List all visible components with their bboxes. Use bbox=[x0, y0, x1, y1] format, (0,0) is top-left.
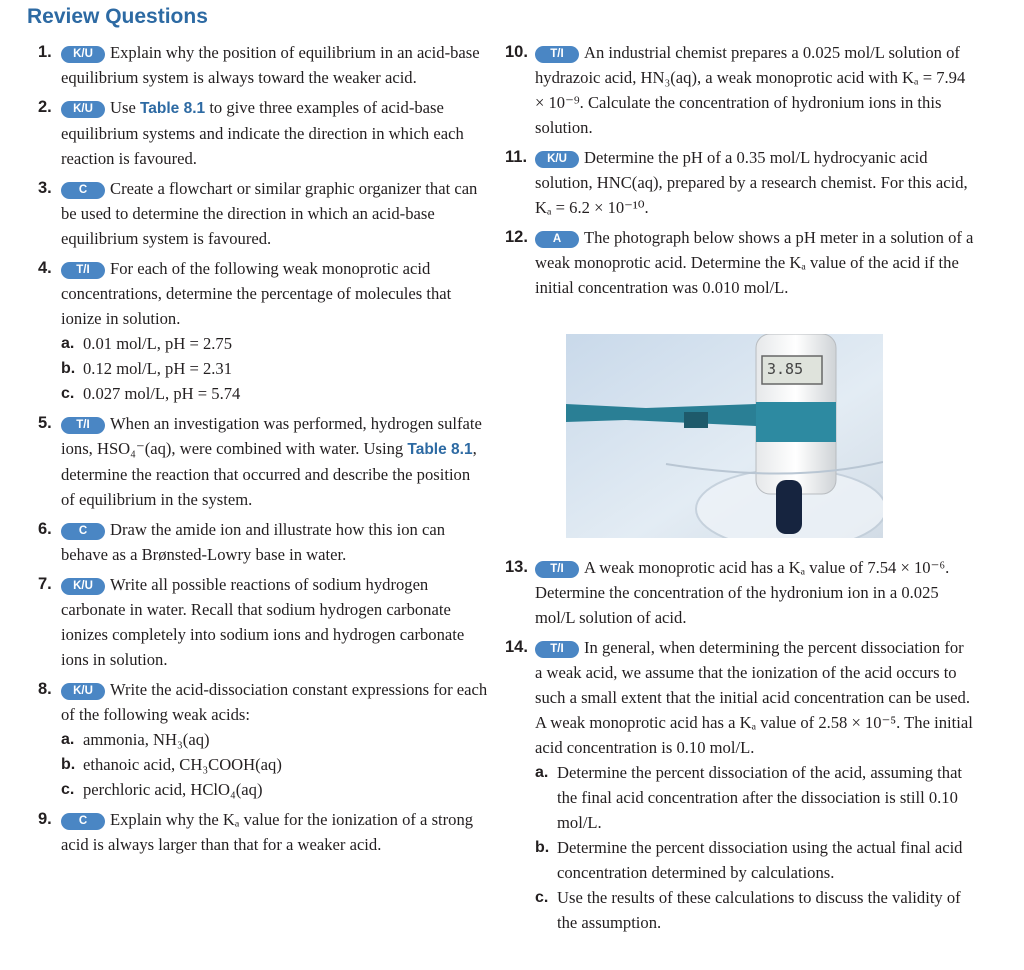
question-1 bbox=[38, 40, 488, 90]
question-number: 6. bbox=[38, 520, 52, 538]
sub-question bbox=[61, 331, 488, 356]
question-2 bbox=[38, 95, 488, 171]
right-column-top bbox=[505, 40, 975, 305]
question-8 bbox=[38, 677, 488, 802]
sub-question-text: Determine the percent dissociation using the actual final acid concentration determined by calculations. bbox=[557, 838, 963, 882]
question-number: 14. bbox=[505, 638, 528, 656]
question-text: In general, when determining the percent dissociation for a weak acid, we assume that the ionization of the acid occurs to such a small extent that the initial acid concentration can be used. A weak monoprotic acid has a Kₐ value of 2.58 × 10⁻⁵. The initial acid concentration is 0.10 mol/L. bbox=[535, 638, 973, 757]
question-number: 2. bbox=[38, 98, 52, 116]
meter-reading: 3.85 bbox=[767, 360, 804, 378]
sub-question-text: Use the results of these calculations to discuss the validity of the assumption. bbox=[557, 888, 961, 932]
category-badge: K/U bbox=[61, 101, 105, 118]
question-text: For each of the following weak monoprotic acid concentrations, determine the percentage of molecules that ionize in solution. bbox=[61, 259, 452, 328]
question-text: Explain why the position of equilibrium in an acid-base equilibrium system is always toward the weaker acid. bbox=[61, 43, 480, 87]
sub-question-text: 0.027 mol/L, pH = 5.74 bbox=[83, 384, 241, 403]
category-badge: A bbox=[535, 231, 579, 248]
question-text: An industrial chemist prepares a 0.025 mol/L solution of hydrazoic acid, HN₃(aq), a weak monoprotic acid with Kₐ = 7.94 × 10⁻⁹. Calculate the concentration of hydronium ions in this solution. bbox=[535, 43, 966, 137]
sub-question-text: ethanoic acid, CH₃COOH(aq) bbox=[83, 755, 282, 774]
question-number: 7. bbox=[38, 575, 52, 593]
table-reference-link[interactable]: Table 8.1 bbox=[407, 441, 473, 458]
table-reference-link[interactable]: Table 8.1 bbox=[139, 100, 206, 117]
sub-question-label: b. bbox=[61, 756, 76, 773]
question-5 bbox=[38, 411, 488, 512]
sub-question-label: a. bbox=[61, 335, 75, 352]
question-text: When an investigation was performed, hydrogen sulfate ions, HSO₄⁻(aq), were combined with water. Using bbox=[61, 414, 482, 458]
sub-question-label: b. bbox=[61, 360, 76, 377]
question-text: Write the acid-dissociation constant expressions for each of the following weak acids: bbox=[61, 680, 488, 724]
question-9 bbox=[38, 807, 488, 857]
category-badge: K/U bbox=[61, 46, 105, 63]
question-number: 4. bbox=[38, 259, 52, 277]
question-number: 5. bbox=[38, 414, 52, 432]
question-text: , determine the reaction that occurred and describe the position of equilibrium in the system. bbox=[61, 439, 477, 509]
sub-question bbox=[535, 760, 975, 835]
category-badge: T/I bbox=[535, 561, 579, 578]
sub-question-text: 0.01 mol/L, pH = 2.75 bbox=[83, 334, 233, 353]
question-10 bbox=[505, 40, 975, 140]
sub-question bbox=[61, 381, 488, 406]
question-12 bbox=[505, 225, 975, 300]
category-badge: T/I bbox=[535, 641, 579, 658]
sub-question bbox=[61, 356, 488, 381]
question-text: to give three examples of acid-base equilibrium systems and indicate the direction in which each reaction is favoured. bbox=[61, 98, 464, 168]
question-number: 9. bbox=[38, 810, 52, 828]
category-badge: T/I bbox=[61, 417, 105, 434]
category-badge: K/U bbox=[61, 683, 105, 700]
question-text: Write all possible reactions of sodium hydrogen carbonate in water. Recall that sodium hydrogen carbonate ionizes completely into sodium ions and hydrogen carbonate ions in solution. bbox=[61, 575, 465, 669]
question-text: Draw the amide ion and illustrate how this ion can behave as a Brønsted-Lowry base in water. bbox=[61, 520, 446, 564]
question-4 bbox=[38, 256, 488, 406]
question-11 bbox=[505, 145, 975, 220]
question-6 bbox=[38, 517, 488, 567]
question-text: Create a flowchart or similar graphic organizer that can be used to determine the direction in which an acid-base equilibrium system is favoured. bbox=[61, 179, 478, 248]
question-number: 10. bbox=[505, 43, 528, 61]
question-text: Use bbox=[110, 98, 136, 117]
sub-question-text: 0.12 mol/L, pH = 2.31 bbox=[83, 359, 233, 378]
question-3 bbox=[38, 176, 488, 251]
sub-question-text: Determine the percent dissociation of the acid, assuming that the final acid concentration after the dissociation is still 0.10 mol/L. bbox=[557, 763, 963, 832]
sub-question-label: a. bbox=[535, 764, 549, 781]
left-column bbox=[38, 40, 488, 862]
question-number: 12. bbox=[505, 228, 528, 246]
sub-question bbox=[535, 835, 975, 885]
sub-question-text: perchloric acid, HClO₄(aq) bbox=[83, 780, 263, 799]
sub-question bbox=[61, 727, 488, 752]
sub-question-label: a. bbox=[61, 731, 75, 748]
category-badge: T/I bbox=[535, 46, 579, 63]
sub-question-text: ammonia, NH₃(aq) bbox=[83, 730, 210, 749]
question-13 bbox=[505, 555, 975, 630]
question-number: 8. bbox=[38, 680, 52, 698]
question-number: 11. bbox=[505, 148, 528, 166]
category-badge: C bbox=[61, 523, 105, 540]
category-badge: C bbox=[61, 813, 105, 830]
category-badge: K/U bbox=[535, 151, 579, 168]
sub-question-label: c. bbox=[61, 385, 75, 402]
question-number: 3. bbox=[38, 179, 52, 197]
ph-meter-image bbox=[566, 334, 883, 538]
category-badge: T/I bbox=[61, 262, 105, 279]
question-number: 13. bbox=[505, 558, 528, 576]
question-text: Explain why the Kₐ value for the ionization of a strong acid is always larger than that for a weaker acid. bbox=[61, 810, 474, 854]
sub-question-label: c. bbox=[535, 889, 549, 906]
category-badge: C bbox=[61, 182, 105, 199]
question-number: 1. bbox=[38, 43, 52, 61]
category-badge: K/U bbox=[61, 578, 105, 595]
sub-question bbox=[535, 885, 975, 935]
question-text: A weak monoprotic acid has a Kₐ value of 7.54 × 10⁻⁶. Determine the concentration of the hydronium ion in a 0.025 mol/L solution of acid. bbox=[535, 558, 950, 627]
right-column-bottom bbox=[505, 555, 975, 940]
question-14 bbox=[505, 635, 975, 935]
page-title: Review Questions bbox=[27, 5, 208, 28]
sub-question-label: b. bbox=[535, 839, 550, 856]
question-text: Determine the pH of a 0.35 mol/L hydrocyanic acid solution, HNC(aq), prepared by a research chemist. For this acid, Kₐ = 6.2 × 10⁻¹⁰. bbox=[535, 148, 968, 217]
sub-question bbox=[61, 752, 488, 777]
question-7 bbox=[38, 572, 488, 672]
question-text: The photograph below shows a pH meter in a solution of a weak monoprotic acid. Determine the Kₐ value of the acid if the initial concentration was 0.010 mol/L. bbox=[535, 228, 974, 297]
sub-question bbox=[61, 777, 488, 802]
ph-meter-photo bbox=[566, 334, 883, 538]
sub-question-label: c. bbox=[61, 781, 75, 798]
